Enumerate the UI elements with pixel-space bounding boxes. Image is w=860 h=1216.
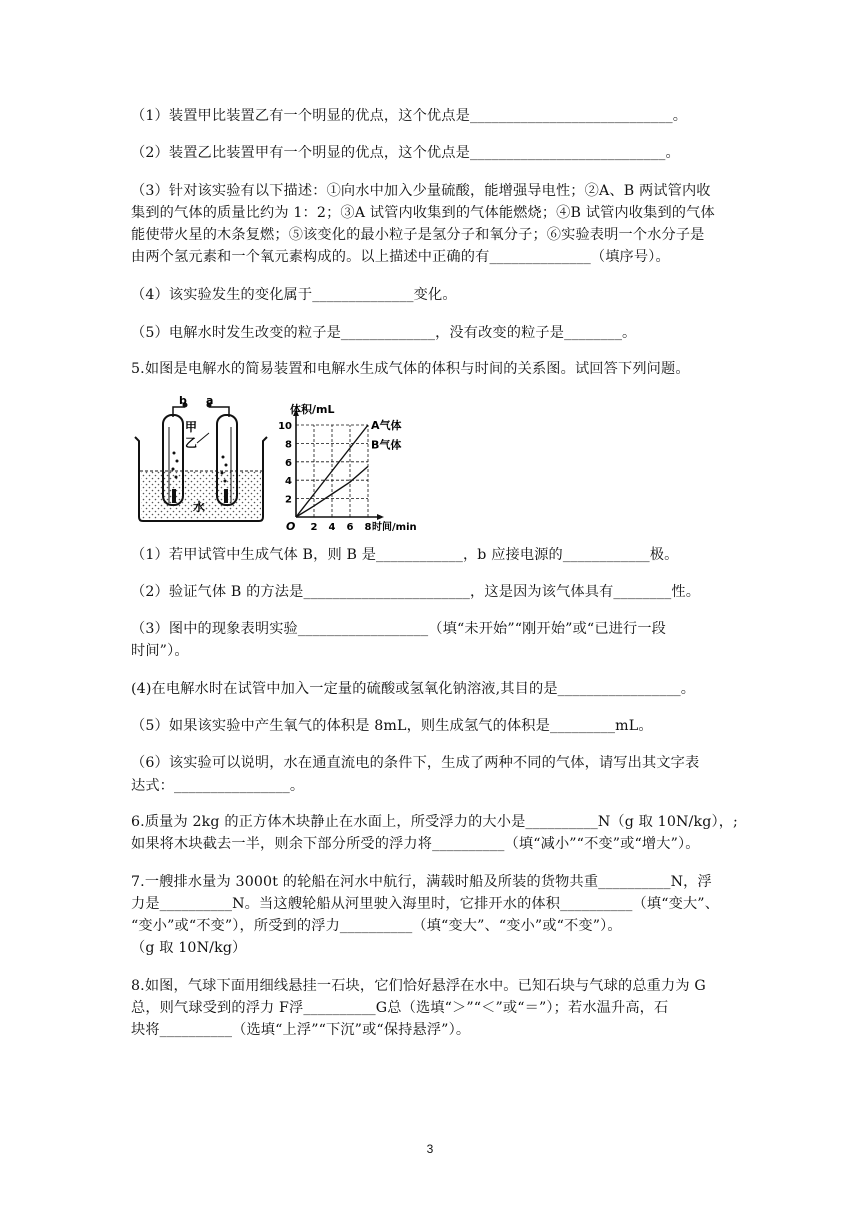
question-5-part-3-line-2: 时间”）。 [131,643,189,659]
volume-time-chart [278,402,417,533]
question-8-line-2: 总，则气球受到的浮力 F浮__________G总（选填“＞”“＜”或“＝”）；若水温升高，石 [131,1000,669,1016]
series-label-a: A气体 [371,419,402,432]
label-yi: 乙 [185,436,198,450]
origin-label: O [286,520,296,533]
x-axis-arrow [377,514,384,520]
y-tick-label-8: 8 [285,439,292,451]
question-6-line-2: 如果将木块截去一半，则余下部分所受的浮力将__________（填“减小”“不变”或“增大”）。 [131,836,700,852]
label-water: 水 [193,500,206,514]
y-tick-label-6: 6 [285,457,292,469]
figure-svg [133,393,423,533]
question-4-part-2: （2）装置乙比装置甲有一个明显的优点，这个优点是___________________________。 [131,145,680,161]
question-4-part-5: （5）电解水时发生改变的粒子是_____________，没有改变的粒子是________。 [131,325,637,341]
question-8-line-1: 8.如图，气球下面用细线悬挂一石块，它们恰好悬浮在水中。已知石块与气球的总重力为 G [131,978,706,994]
x-tick-label-6: 6 [346,522,354,533]
label-b: b [179,394,187,407]
label-jia: 甲 [185,420,198,434]
question-6-line-1: 6.质量为 2kg 的正方体木块静止在水面上，所受浮力的大小是__________N（g 取 10N/kg），; [131,814,738,830]
series-label-b: B气体 [371,438,402,452]
question-4-part-3-line-4: 由两个氢元素和一个氧元素构成的。以上描述中正确的有______________（填序号）。 [131,249,670,265]
question-5-part-6-line-2: 达式：________________。 [131,778,305,794]
question-4-part-3-line-2: 集到的气体的质量比约为 1：2；③A 试管内收集到的气体能燃烧；④B 试管内收集到的气体 [131,205,715,221]
question-5-part-4: (4)在电解水时在试管中加入一定量的硫酸或氢氧化钠溶液,其目的是_________________。 [131,681,696,697]
y-axis-label: 体积/mL [290,403,335,416]
question-5-stem: 5.如图是电解水的简易装置和电解水生成气体的体积与时间的关系图。试回答下列问题。 [131,361,690,377]
question-4-part-1: （1）装置甲比装置乙有一个明显的优点，这个优点是____________________________。 [131,108,688,124]
question-7-line-4: （g 取 10N/kg） [131,940,247,956]
y-tick-label-2: 2 [285,494,292,506]
electrode-yi [224,489,228,503]
x-tick-label-4: 4 [328,522,336,533]
x-axis-label: 时间/min [372,522,417,533]
question-5-part-6-line-1: （6）该实验可以说明，水在通直流电的条件下，生成了两种不同的气体，请写出其文字表 [131,755,700,771]
series-line-a [296,425,368,517]
question-7-line-3: “变小”或“不变”），所受到的浮力__________（填“变大”、“变小”或“不变”）。 [131,918,622,934]
question-5-part-2: （2）验证气体 B 的方法是_______________________，这是因为该气体具有________性。 [131,584,701,600]
question-5-part-1: （1）若甲试管中生成气体 B，则 B 是____________，b 应接电源的____________极。 [131,547,679,563]
y-tick-label-10: 10 [278,421,292,432]
electrolysis-figure [133,393,423,533]
question-7-line-1: 7.一艘排水量为 3000t 的轮船在河水中航行，满载时船及所装的货物共重__________N，浮 [131,874,712,890]
question-4-part-4: （4）该实验发生的变化属于______________变化。 [131,287,457,303]
label-a: a [206,394,214,407]
question-7-line-2: 力是__________N。当这艘轮船从河里驶入海里时，它排开水的体积__________（填“变大”、 [131,896,720,912]
question-8-line-3: 块将__________（选填“上浮”“下沉”或“保持悬浮”）。 [131,1022,471,1038]
x-tick-label-2: 2 [310,522,318,533]
electrode-jia [172,489,176,503]
question-5-part-5: （5）如果该实验中产生氧气的体积是 8mL，则生成氢气的体积是_________mL。 [131,718,653,734]
x-tick-label-8: 8 [364,522,372,533]
y-tick-label-4: 4 [285,476,292,488]
question-4-part-3-line-1: （3）针对该实验有以下描述：①向水中加入少量硫酸，能增强导电性；②A、B 两试管内收 [131,183,711,199]
page-number: 3 [426,1142,434,1156]
question-5-part-3-line-1: （3）图中的现象表明实验__________________（填“未开始”“刚开始”或“已进行一段 [131,621,667,637]
label-pointer-yi [197,433,209,443]
question-4-part-3-line-3: 能使带火星的木条复燃；⑤该变化的最小粒子是氢分子和氧分子；⑥实验表明一个水分子是 [131,227,705,243]
